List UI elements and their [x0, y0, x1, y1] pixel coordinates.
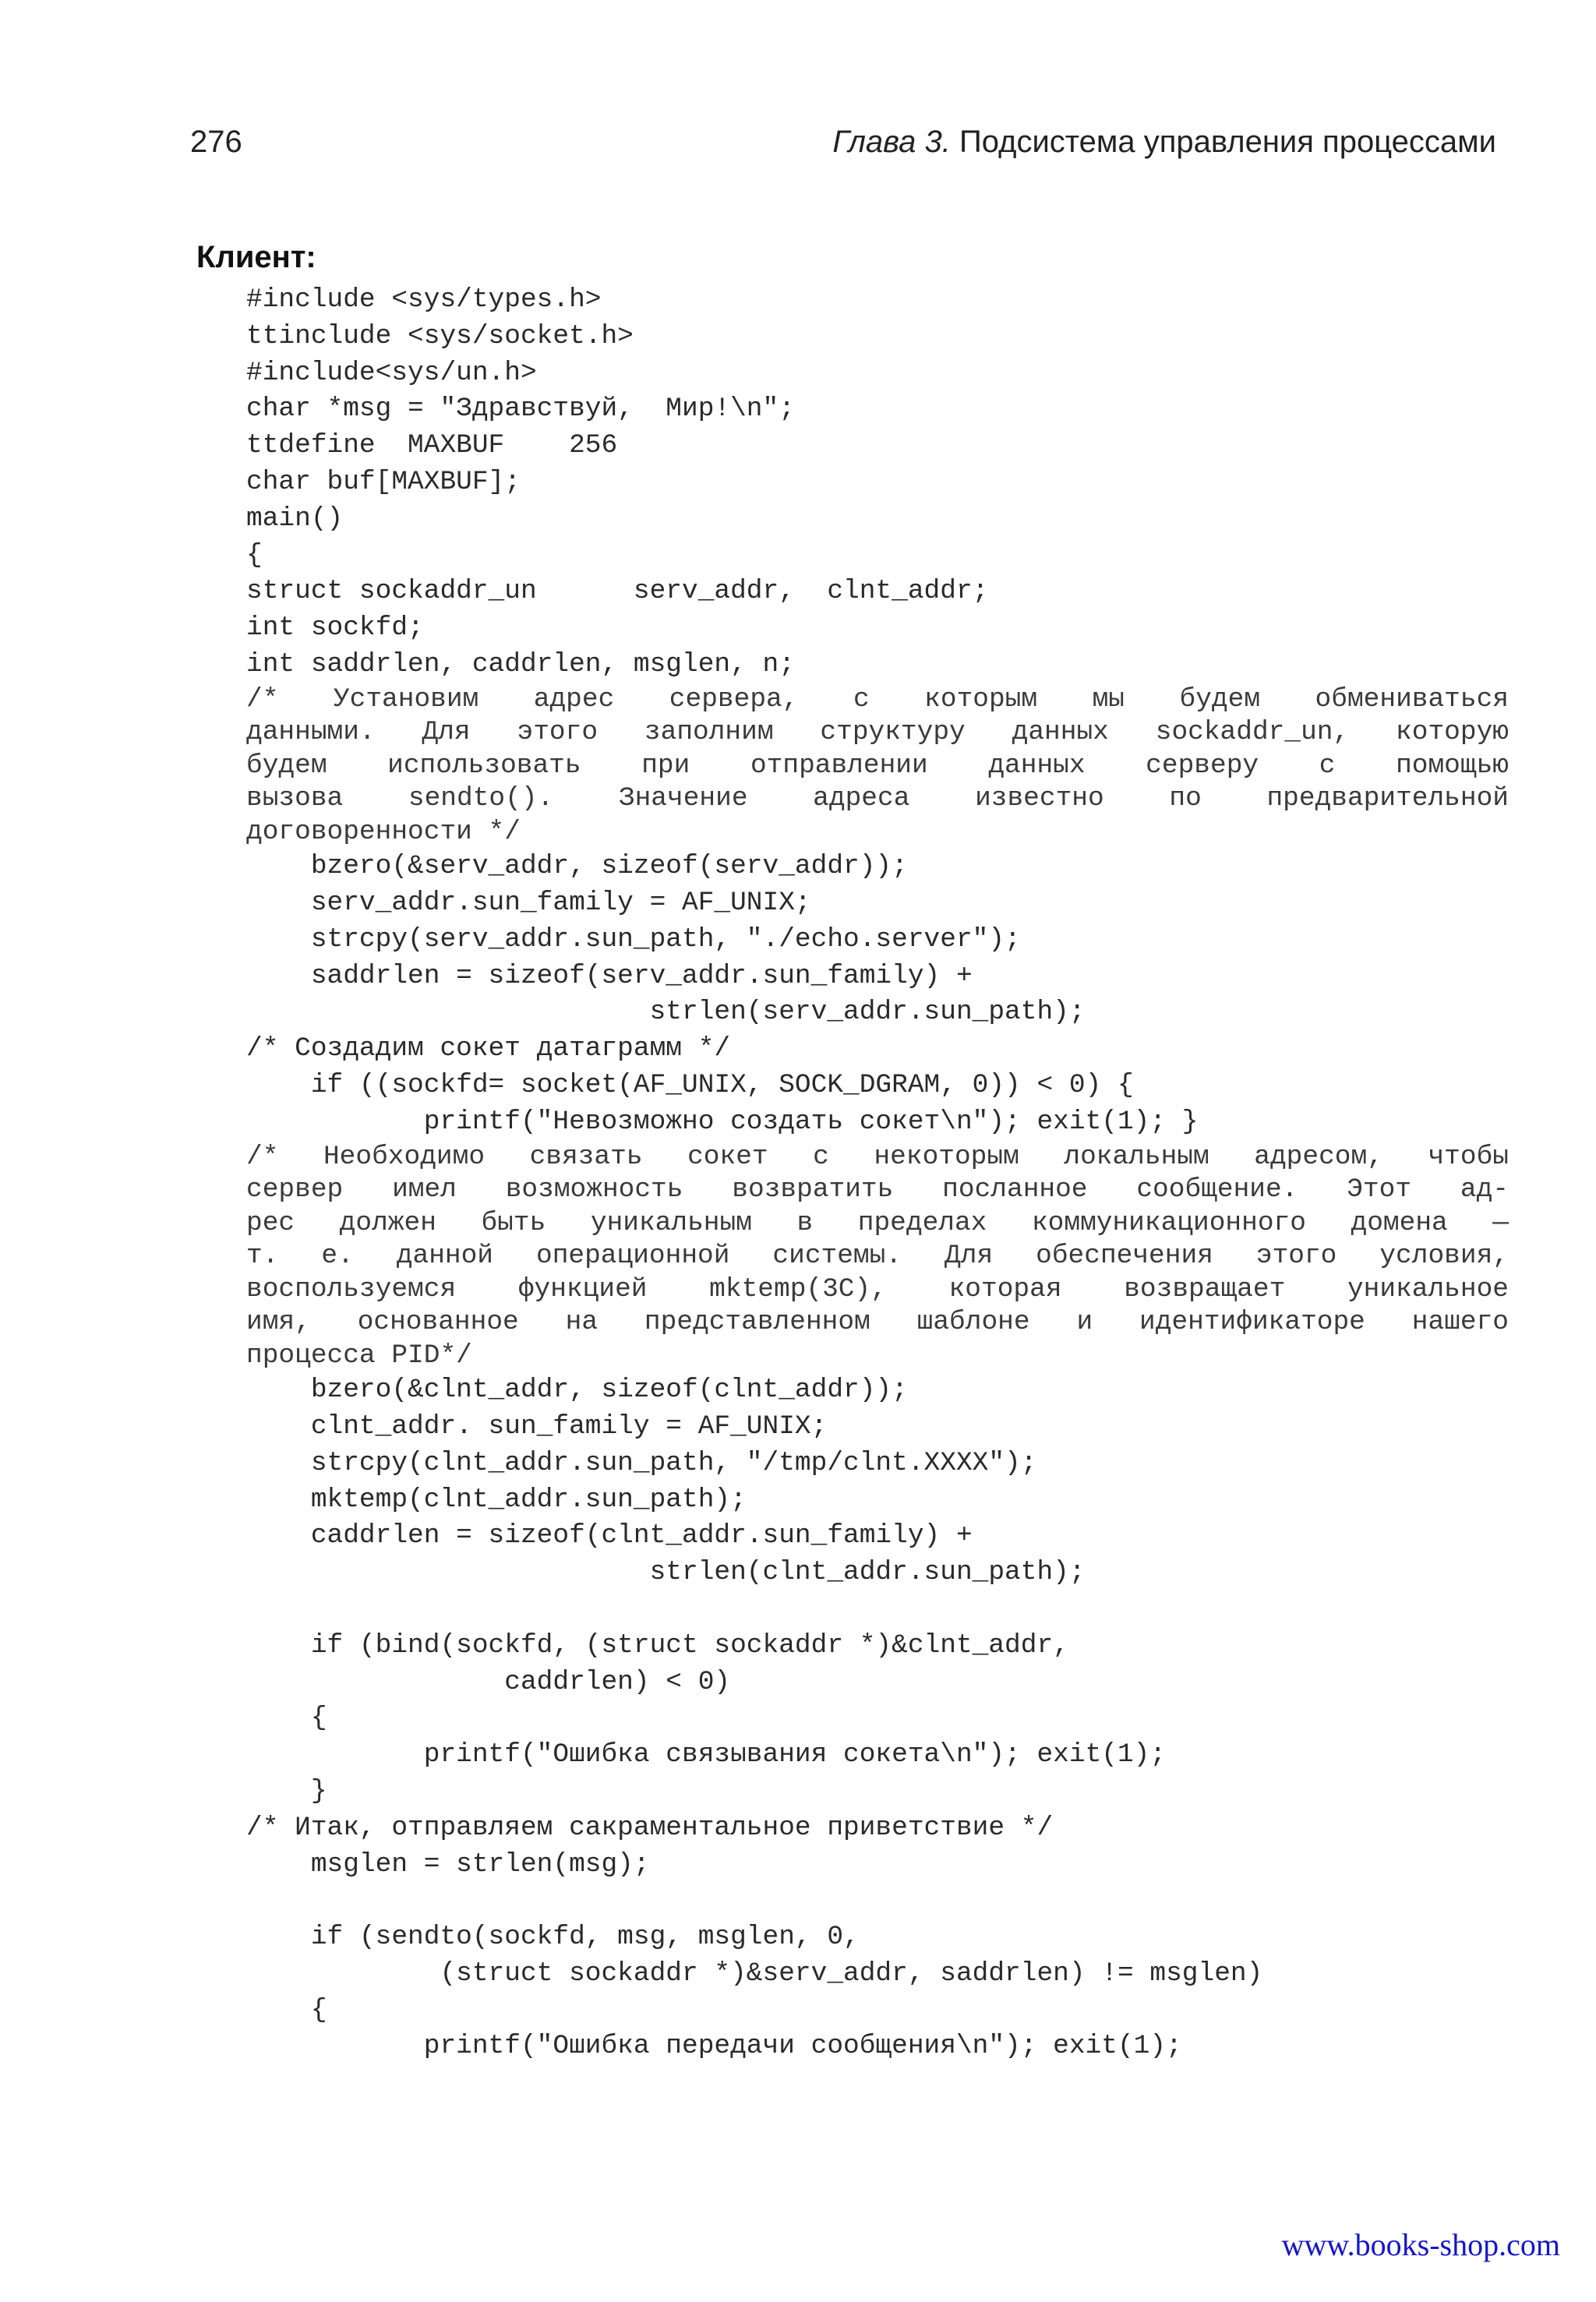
- code-line: имя, основанное на представленном шаблоне и идентификаторе нашего: [246, 1307, 1509, 1338]
- code-line: ttdefine MAXBUF 256: [246, 430, 618, 461]
- code-line: printf("Ошибка связывания сокета\n"); exit(1);: [246, 1739, 1167, 1771]
- code-line: /* Итак, отправляем сакраментальное приветствие */: [246, 1812, 1054, 1843]
- code-line: /* Необходимо связать сокет с некоторым локальным адресом, чтобы: [246, 1141, 1509, 1172]
- code-line: [246, 1883, 1509, 1919]
- code-line: т. е. данной операционной системы. Для обеспечения этого условия,: [246, 1241, 1509, 1272]
- code-line: ttinclude <sys/socket.h>: [246, 320, 634, 351]
- code-line: if ((sockfd= socket(AF_UNIX, SOCK_DGRAM, 0)) < 0) {: [246, 1070, 1134, 1101]
- code-line: struct sockaddr_un serv_addr, clnt_addr;: [246, 576, 989, 607]
- page-number: 276: [190, 125, 242, 159]
- code-line: strcpy(clnt_addr.sun_path, "/tmp/clnt.XXXX");: [246, 1447, 1037, 1478]
- code-line: if (bind(sockfd, (struct sockaddr *)&clnt_addr,: [246, 1629, 1069, 1661]
- code-line: printf("Невозможно создать сокет\n"); exit(1); }: [246, 1106, 1199, 1137]
- code-line: strcpy(serv_addr.sun_path, "./echo.server");: [246, 923, 1021, 955]
- code-line: if (sendto(sockfd, msg, msglen, 0,: [246, 1922, 860, 1953]
- code-line: /* Установим адрес сервера, с которым мы будем обмениваться: [246, 683, 1509, 715]
- code-line: [246, 1591, 1509, 1628]
- code-line: вызова sendto(). Значение адреса известно по предварительной: [246, 783, 1509, 814]
- code-line: #include<sys/un.h>: [246, 357, 537, 388]
- section-title: Клиент:: [196, 240, 316, 274]
- code-line: char buf[MAXBUF];: [246, 466, 521, 497]
- code-line: #include <sys/types.h>: [246, 284, 602, 315]
- code-line: strlen(clnt_addr.sun_path);: [246, 1557, 1086, 1588]
- code-line: bzero(&serv_addr, sizeof(serv_addr));: [246, 851, 908, 882]
- code-line: strlen(serv_addr.sun_path);: [246, 997, 1086, 1028]
- running-head: [832, 125, 1496, 160]
- code-line: caddrlen) < 0): [246, 1666, 731, 1697]
- code-listing: [246, 282, 1509, 2065]
- code-line: main(): [246, 503, 344, 534]
- code-line: {: [246, 1994, 327, 2025]
- chapter-label: Глава 3.: [832, 125, 951, 159]
- chapter-title: Подсистема управления процессами: [959, 125, 1496, 159]
- code-line: {: [246, 539, 263, 570]
- code-line: saddrlen = sizeof(serv_addr.sun_family) +: [246, 960, 973, 991]
- code-line: рес должен быть уникальным в пределах коммуникационного домена —: [246, 1207, 1509, 1238]
- code-line: договоренности */: [246, 816, 521, 847]
- code-line: mktemp(clnt_addr.sun_path);: [246, 1484, 747, 1515]
- code-line: сервер имел возможность возвратить посланное сообщение. Этот ад-: [246, 1174, 1509, 1206]
- code-line: int saddrlen, caddrlen, msglen, n;: [246, 648, 795, 680]
- code-line: bzero(&clnt_addr, sizeof(clnt_addr));: [246, 1375, 908, 1406]
- code-line: процесса PID*/: [246, 1340, 472, 1371]
- code-line: воспользуемся функцией mktemp(3C), которая возвращает уникальное: [246, 1273, 1509, 1305]
- code-line: char *msg = "Здравствуй, Мир!\n";: [246, 394, 795, 425]
- code-line: printf("Ошибка передачи сообщения\n"); exit(1);: [246, 2031, 1182, 2062]
- code-line: данными. Для этого заполним структуру данных sockaddr_un, которую: [246, 717, 1509, 748]
- code-line: serv_addr.sun_family = AF_UNIX;: [246, 888, 811, 919]
- code-line: будем использовать при отправлении данных серверу с помощью: [246, 750, 1509, 781]
- code-line: caddrlen = sizeof(clnt_addr.sun_family) +: [246, 1520, 973, 1552]
- code-line: (struct sockaddr *)&serv_addr, saddrlen) != msglen): [246, 1958, 1263, 1989]
- code-line: /* Создадим сокет датаграмм */: [246, 1033, 731, 1064]
- code-line: clnt_addr. sun_family = AF_UNIX;: [246, 1411, 828, 1442]
- footer-link[interactable]: www.books-shop.com: [1281, 2227, 1560, 2262]
- code-line: int sockfd;: [246, 613, 424, 644]
- code-line: msglen = strlen(msg);: [246, 1848, 650, 1880]
- code-line: }: [246, 1775, 327, 1806]
- code-line: {: [246, 1703, 327, 1734]
